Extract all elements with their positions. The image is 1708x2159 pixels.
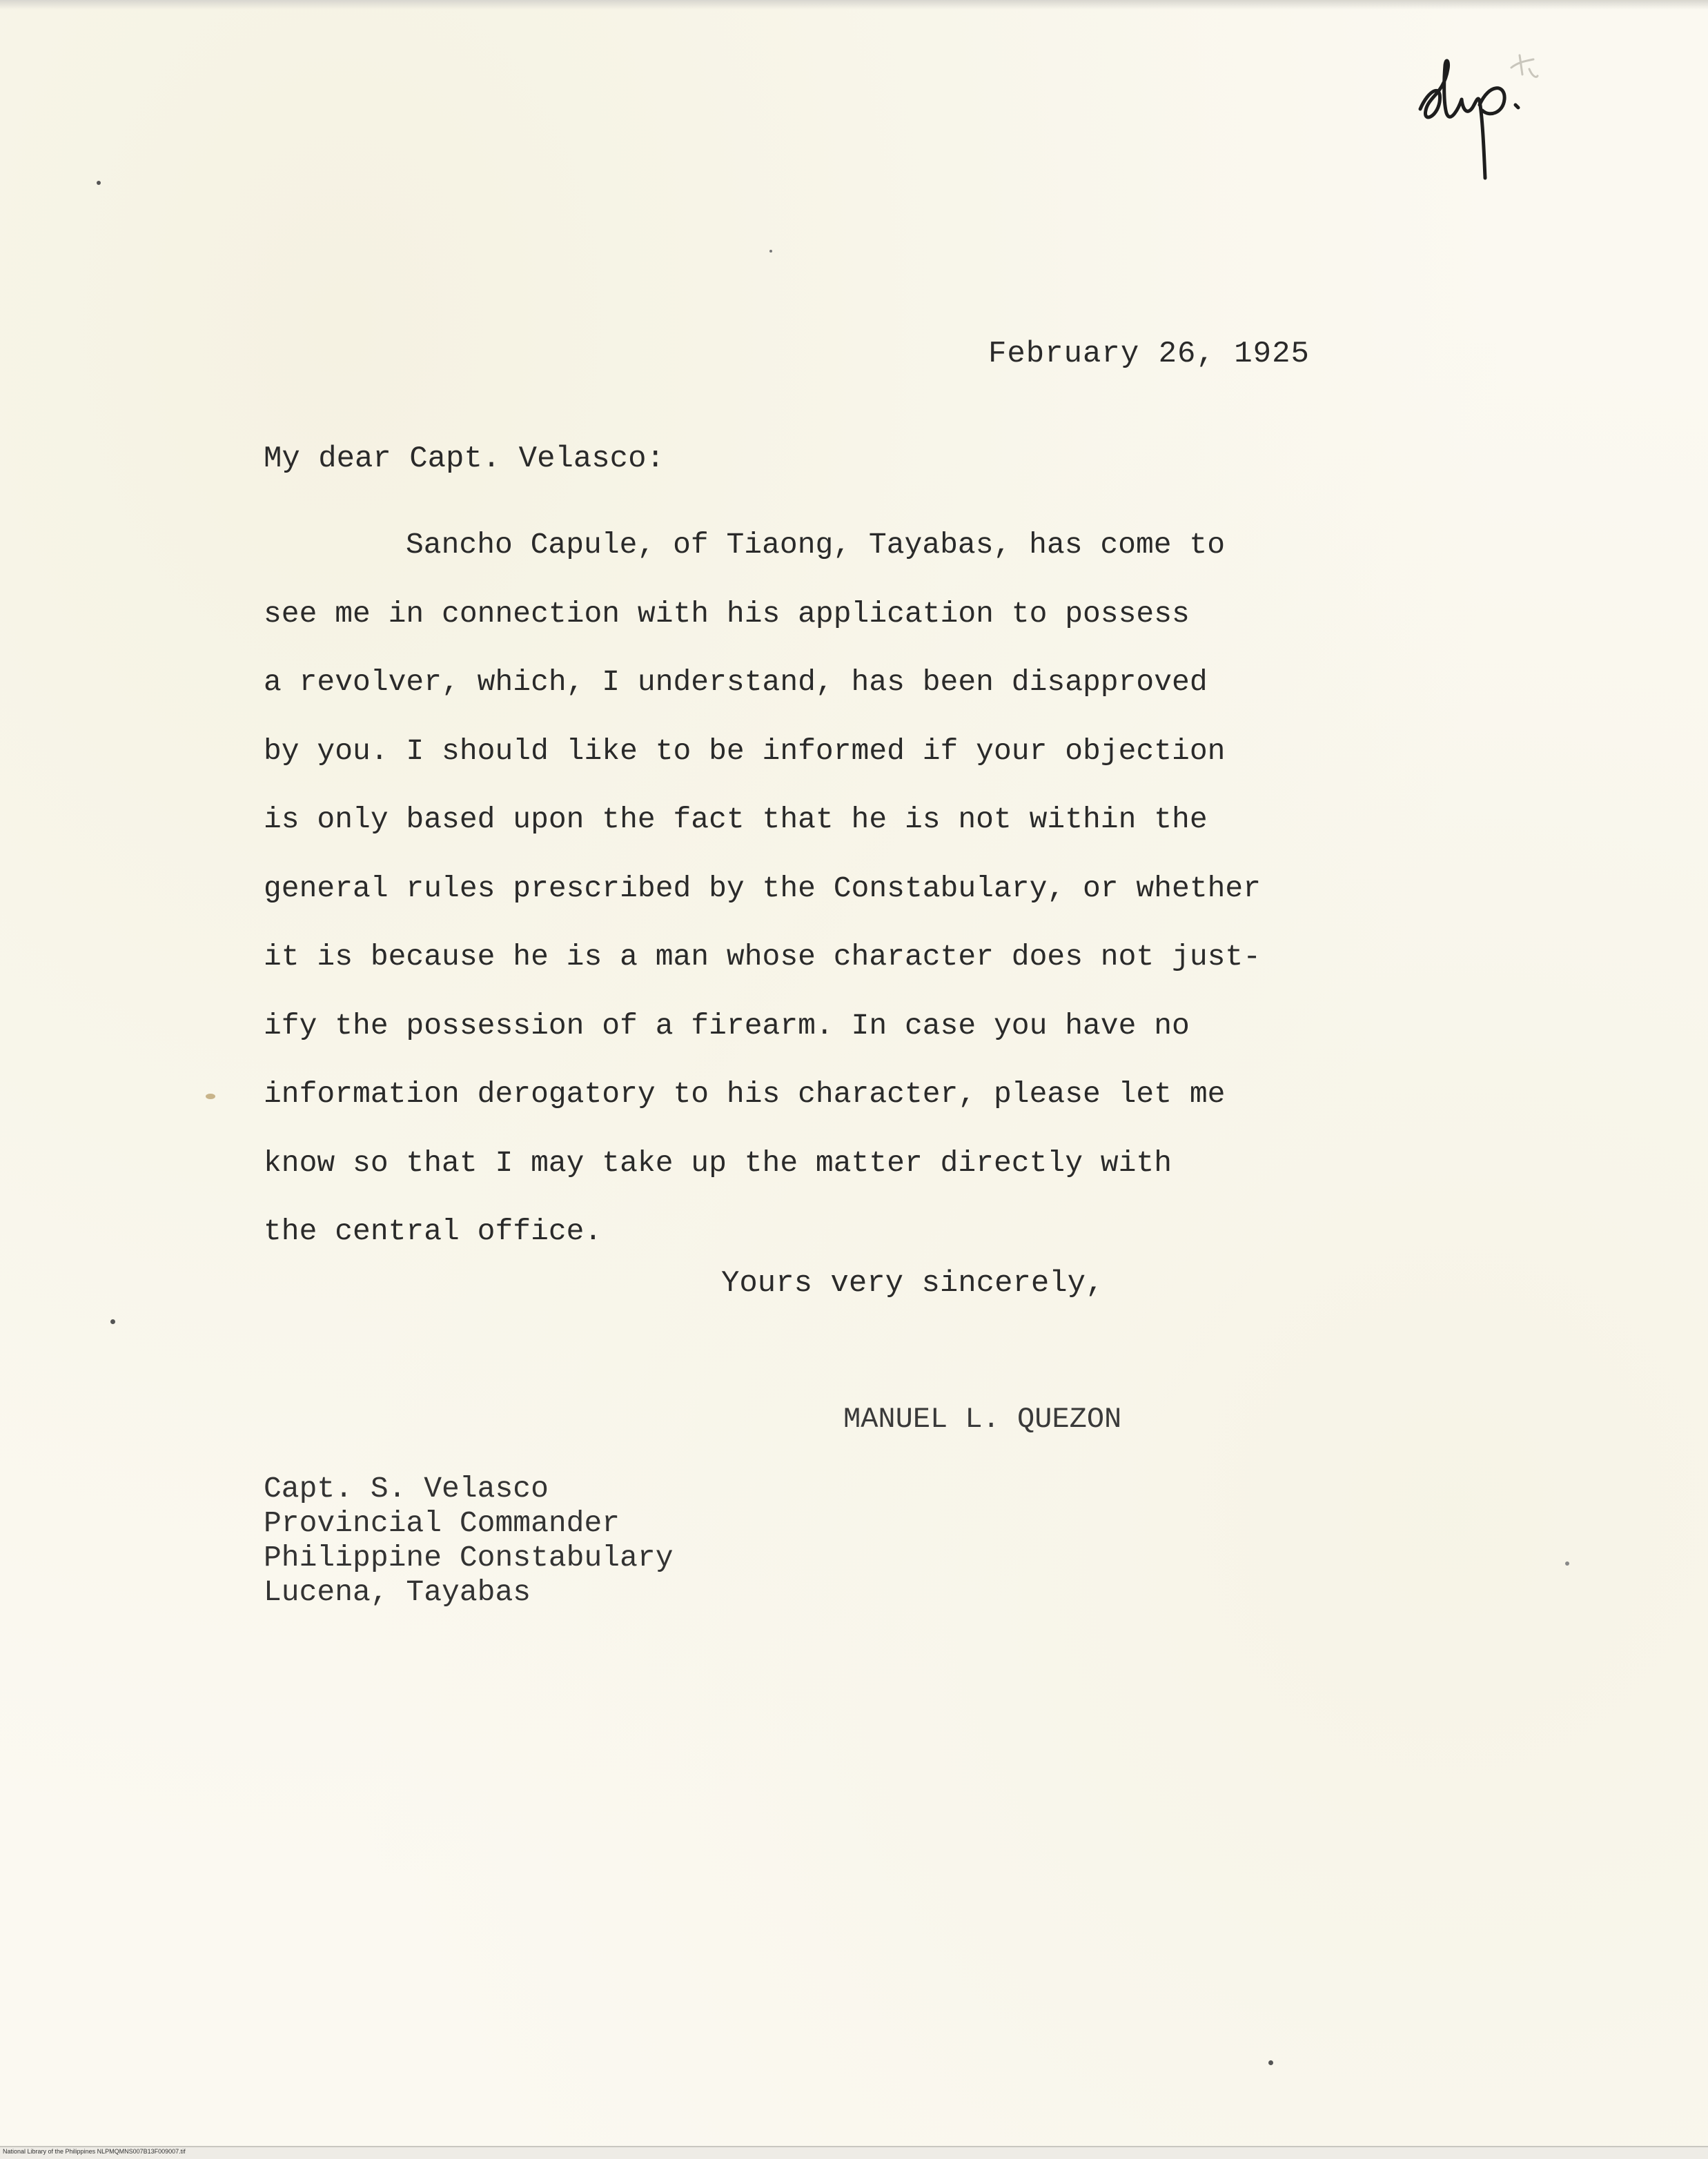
body-line: it is because he is a man whose character does not just-: [264, 940, 1262, 974]
letter-date: February 26, 1925: [988, 337, 1310, 371]
body-line: is only based upon the fact that he is not within the: [264, 802, 1208, 836]
paper-speck: [1268, 2060, 1273, 2065]
paper-speck: [1565, 1561, 1569, 1566]
recipient-address: [264, 1472, 674, 1610]
closing: Yours very sincerely,: [721, 1266, 1104, 1301]
paper-speck: [97, 181, 101, 185]
address-line: Provincial Commander: [264, 1506, 620, 1540]
archive-footer-label: National Library of the Philippines NLPMQMNS007B13F009007.tif: [3, 2148, 186, 2155]
scan-edge-top: [0, 0, 1708, 10]
body-line: ify the possession of a firearm. In case you have no: [264, 1008, 1190, 1043]
paper-speck: [206, 1094, 215, 1099]
paper-speck: [769, 250, 772, 253]
body-line: Sancho Capule, of Tiaong, Tayabas, has come to: [406, 528, 1225, 562]
body-line: a revolver, which, I understand, has been disapproved: [264, 665, 1208, 699]
signature-name: MANUEL L. QUEZON: [843, 1403, 1122, 1436]
scan-edge-bottom: [0, 2146, 1708, 2159]
letter-body: [264, 511, 1285, 1266]
handwritten-dup-annotation: [1408, 41, 1539, 186]
body-line: know so that I may take up the matter directly with: [264, 1145, 1172, 1180]
paper-speck: [110, 1319, 115, 1324]
body-line: the central office.: [264, 1214, 602, 1248]
body-line: by you. I should like to be informed if your objection: [264, 733, 1226, 768]
body-line: see me in connection with his application to possess: [264, 596, 1190, 631]
salutation: My dear Capt. Velasco:: [264, 442, 665, 476]
address-line: Capt. S. Velasco: [264, 1472, 549, 1506]
address-line: Lucena, Tayabas: [264, 1575, 531, 1609]
body-line: information derogatory to his character, please let me: [264, 1077, 1226, 1111]
body-line: general rules prescribed by the Constabulary, or whether: [264, 871, 1262, 905]
address-line: Philippine Constabulary: [264, 1541, 674, 1575]
